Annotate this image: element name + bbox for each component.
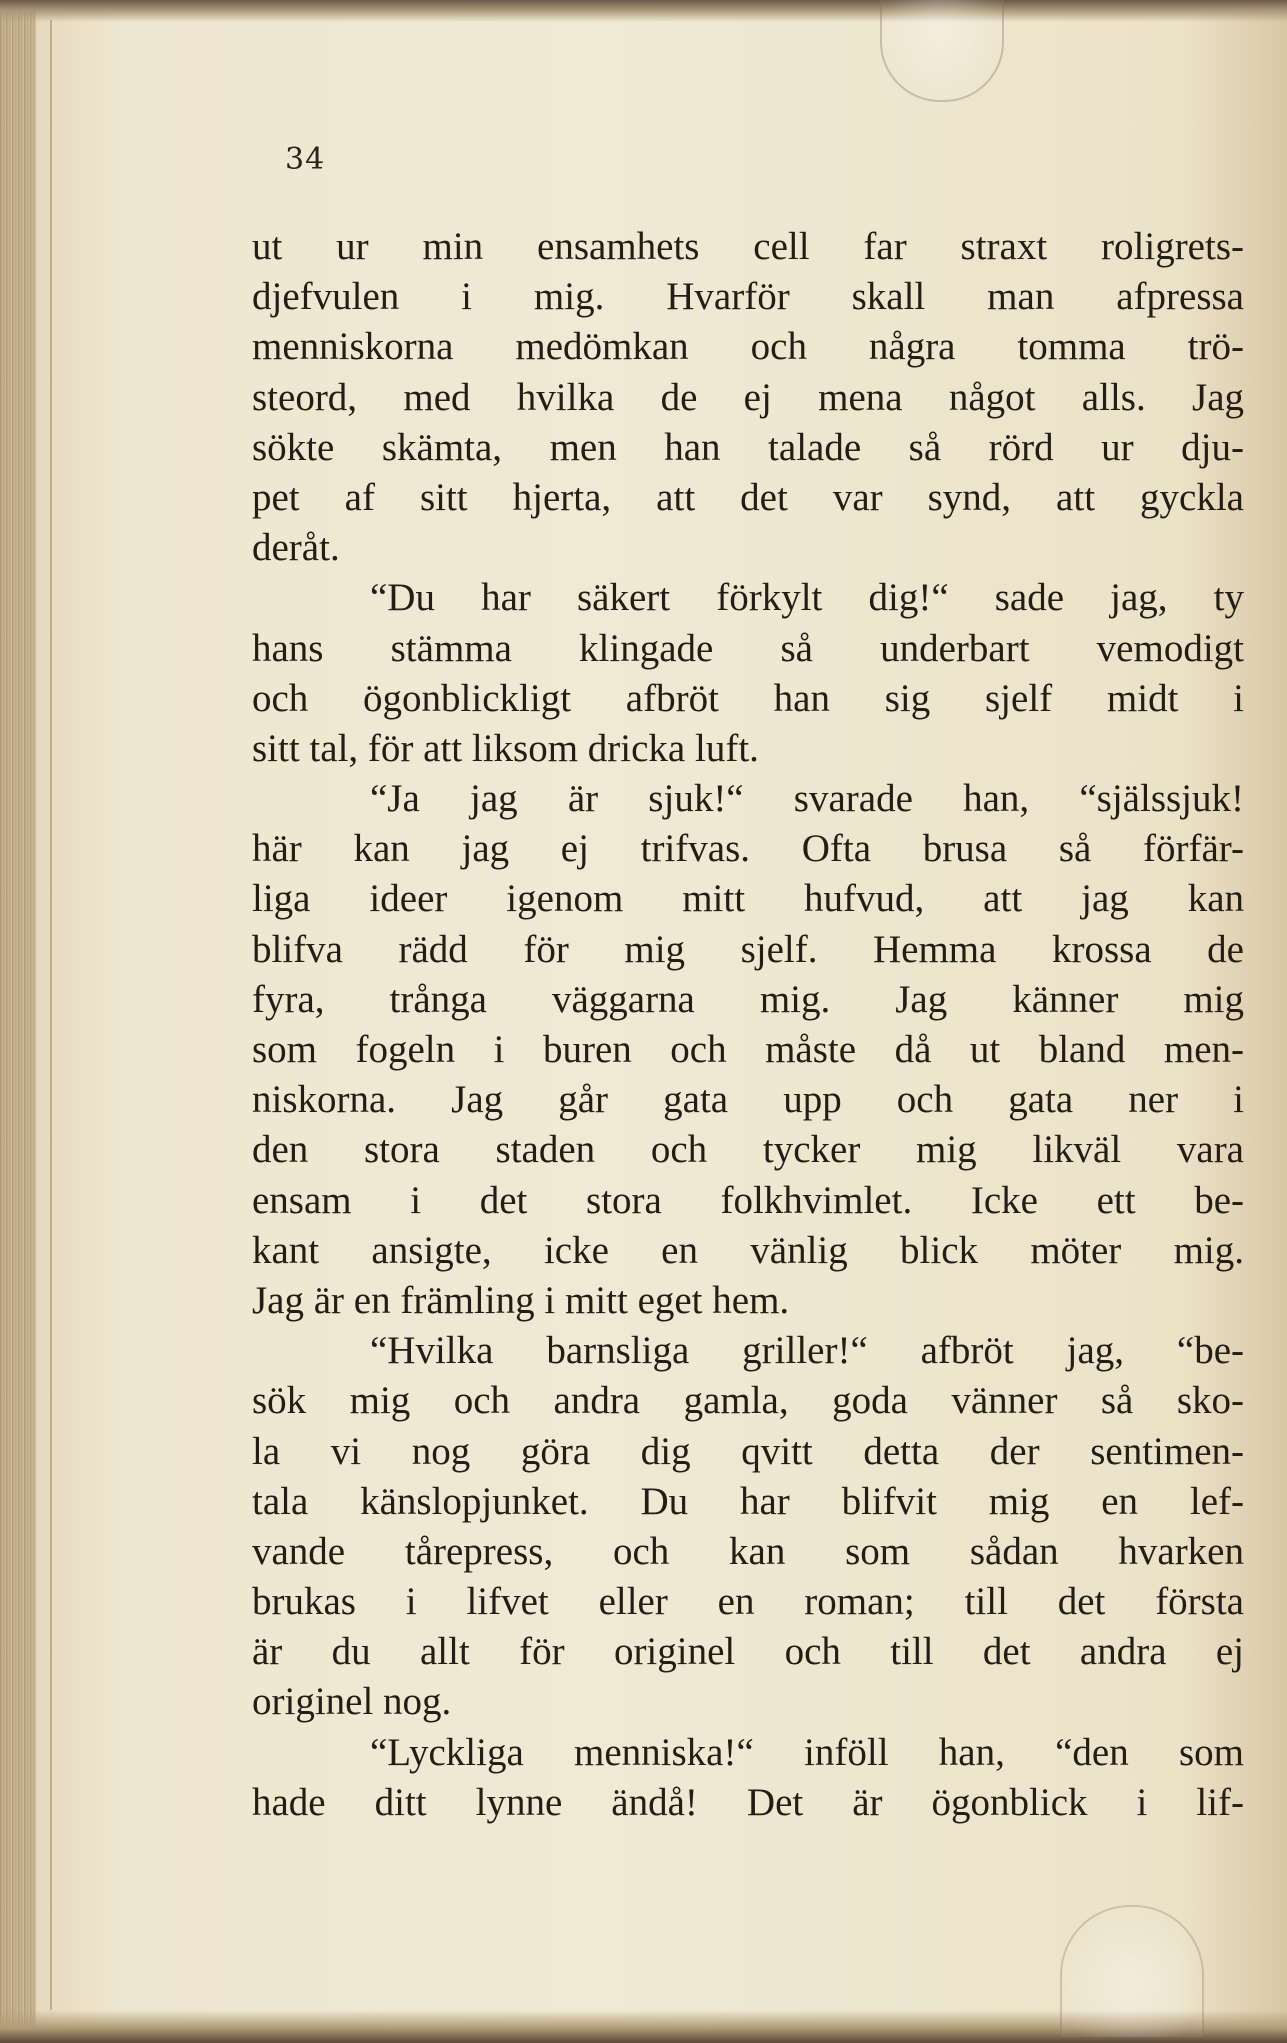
text-line: menniskorna medömkan och några tomma trö- — [252, 325, 1244, 369]
gutter-line — [50, 20, 52, 2010]
text-line: hade ditt lynne ändå! Det är ögonblick i lif- — [252, 1780, 1244, 1824]
text-line: den stora staden och tycker mig likväl vara — [252, 1128, 1244, 1172]
text-line: tala känslopjunket. Du har blifvit mig en lef- — [252, 1479, 1244, 1523]
holder-clip-bottom — [1060, 1905, 1204, 2037]
page-stack-edge — [0, 0, 36, 2043]
text-line: pet af sitt hjerta, att det var synd, att gyckla — [252, 475, 1244, 519]
text-line: sitt tal, för att liksom dricka luft. — [252, 726, 759, 770]
page-number: 34 — [285, 142, 326, 177]
text-line: deråt. — [252, 526, 340, 570]
top-page-edge — [0, 0, 1287, 22]
text-line: är du allt för originel och till det andra ej — [252, 1630, 1244, 1674]
text-line: vande tårepress, och kan som sådan hvarken — [252, 1529, 1244, 1573]
text-line: blifva rädd för mig sjelf. Hemma krossa de — [252, 927, 1244, 971]
body-text — [252, 222, 1244, 1828]
holder-clip-top — [880, 0, 1004, 102]
text-line: steord, med hvilka de ej mena något alls. Jag — [252, 375, 1244, 419]
text-line: djefvulen i mig. Hvarför skall man afpressa — [252, 275, 1244, 319]
text-line: “Du har säkert förkylt dig!“ sade jag, ty — [370, 576, 1244, 620]
text-line: sök mig och andra gamla, goda vänner så sko- — [252, 1379, 1244, 1423]
text-line: Jag är en främling i mitt eget hem. — [252, 1278, 790, 1322]
text-line: och ögonblickligt afbröt han sig sjelf midt i — [252, 676, 1244, 720]
text-line: liga ideer igenom mitt hufvud, att jag kan — [252, 877, 1244, 921]
text-line: niskorna. Jag går gata upp och gata ner i — [252, 1078, 1244, 1122]
text-line: “Lyckliga menniska!“ inföll han, “den som — [370, 1730, 1244, 1774]
text-line: ut ur min ensamhets cell far straxt roligrets- — [252, 225, 1244, 268]
text-line: ensam i det stora folkhvimlet. Icke ett be- — [252, 1178, 1244, 1222]
text-line: “Hvilka barnsliga griller!“ afbröt jag, “be- — [370, 1329, 1244, 1373]
text-line: la vi nog göra dig qvitt detta der sentimen- — [252, 1429, 1244, 1473]
text-line: brukas i lifvet eller en roman; till det första — [252, 1580, 1244, 1624]
text-line: som fogeln i buren och måste då ut bland men- — [252, 1028, 1244, 1071]
text-line: hans stämma klingade så underbart vemodigt — [252, 626, 1244, 670]
text-line: här kan jag ej trifvas. Ofta brusa så förfär- — [252, 827, 1244, 871]
text-line: sökte skämta, men han talade så rörd ur dju- — [252, 425, 1244, 469]
text-line: “Ja jag är sjuk!“ svarade han, “själssjuk! — [370, 777, 1244, 821]
text-line: kant ansigte, icke en vänlig blick möter mig. — [252, 1228, 1244, 1272]
text-line: fyra, trånga väggarna mig. Jag känner mig — [252, 977, 1244, 1021]
text-line: originel nog. — [252, 1680, 452, 1724]
